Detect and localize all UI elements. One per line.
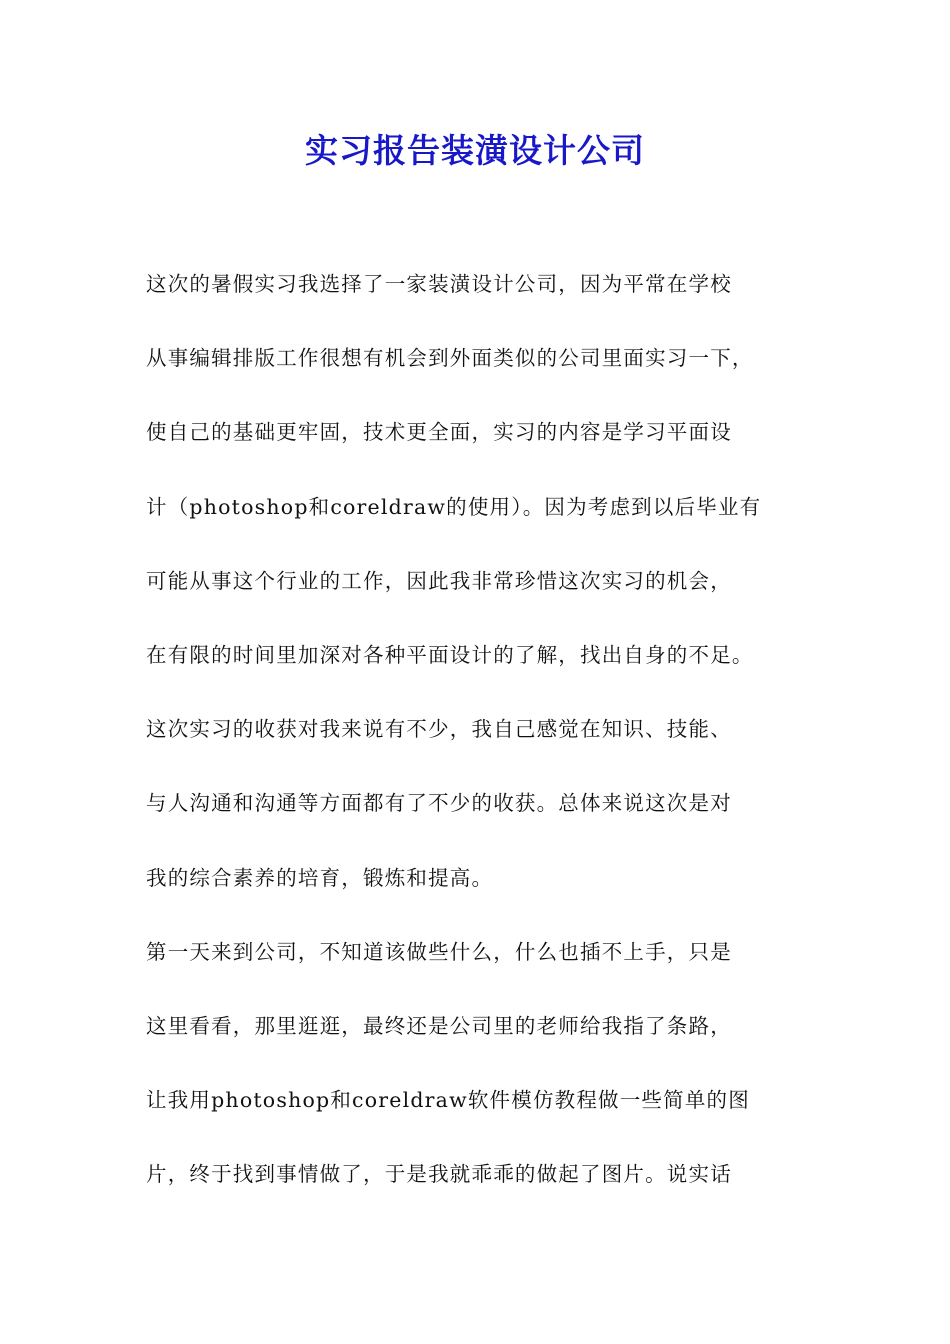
body-line: 可能从事这个行业的工作，因此我非常珍惜这次实习的机会，	[146, 568, 732, 593]
body-line: 这里看看，那里逛逛，最终还是公司里的老师给我指了条路，	[146, 1013, 732, 1038]
body-line: 让我用photoshop和coreldraw软件模仿教程做一些简单的图	[146, 1088, 750, 1113]
body-line: 计（photoshop和coreldraw的使用）。因为考虑到以后毕业有	[146, 494, 762, 519]
body-line: 这次的暑假实习我选择了一家装潢设计公司，因为平常在学校	[146, 272, 732, 296]
body-line: 片，终于找到事情做了，于是我就乖乖的做起了图片。说实话	[146, 1162, 732, 1187]
body-line: 在有限的时间里加深对各种平面设计的了解，找出自身的不足。	[146, 642, 754, 667]
body-line: 从事编辑排版工作很想有机会到外面类似的公司里面实习一下，	[146, 346, 754, 371]
body-line: 使自己的基础更牢固，技术更全面，实习的内容是学习平面设	[146, 420, 732, 445]
body-line: 第一天来到公司，不知道该做些什么，什么也插不上手，只是	[146, 939, 732, 964]
document-body	[146, 266, 826, 1230]
body-line: 我的综合素养的培育，锻炼和提高。	[146, 865, 494, 890]
body-line: 这次实习的收获对我来说有不少，我自己感觉在知识、技能、	[146, 717, 732, 742]
document-title: 实习报告装潢设计公司	[305, 131, 645, 170]
body-line: 与人沟通和沟通等方面都有了不少的收获。总体来说这次是对	[146, 791, 732, 816]
